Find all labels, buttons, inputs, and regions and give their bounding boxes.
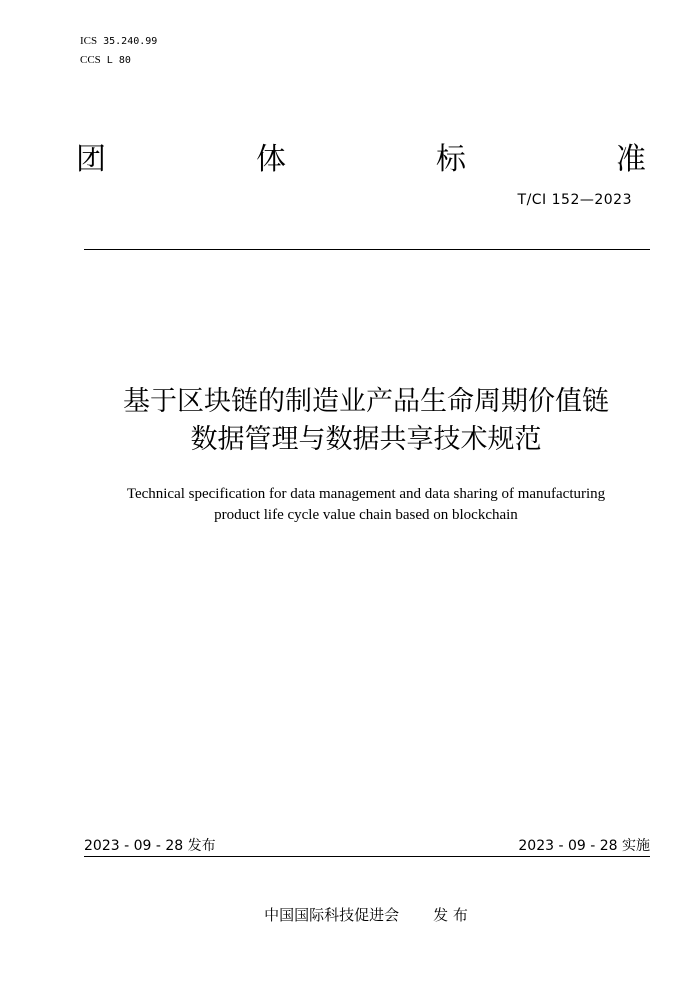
ccs-label: CCS <box>80 54 101 66</box>
standard-type-char-2: 体 <box>256 142 286 177</box>
publisher-line <box>0 904 700 925</box>
standard-type-char-3: 标 <box>436 142 466 177</box>
ccs-line <box>80 51 157 70</box>
title-chinese-line-1: 基于区块链的制造业产品生命周期价值链 <box>123 386 609 417</box>
classification-block <box>80 32 157 70</box>
top-divider <box>84 249 650 250</box>
standard-type-char-4: 准 <box>616 142 646 177</box>
publisher-action: 发 布 <box>433 906 468 924</box>
ics-label: ICS <box>80 35 98 47</box>
ccs-code: L 80 <box>106 55 131 66</box>
issue-date: 2023 - 09 - 28 发布 <box>84 838 216 854</box>
title-english-line-1: Technical specification for data management and data sharing of manufacturing <box>126 486 606 502</box>
implementation-date: 2023 - 09 - 28 实施 <box>518 838 650 854</box>
bottom-divider <box>84 856 650 857</box>
ics-line <box>80 32 157 51</box>
ics-code: 35.240.99 <box>103 36 158 47</box>
standard-type-char-1: 团 <box>76 142 106 177</box>
publisher-name: 中国国际科技促进会 <box>264 906 400 924</box>
title-chinese-line-2: 数据管理与数据共享技术规范 <box>190 424 542 455</box>
standard-number: T/CI 152—2023 <box>517 192 632 208</box>
title-english-line-2: product life cycle value chain based on blockchain <box>214 507 518 523</box>
